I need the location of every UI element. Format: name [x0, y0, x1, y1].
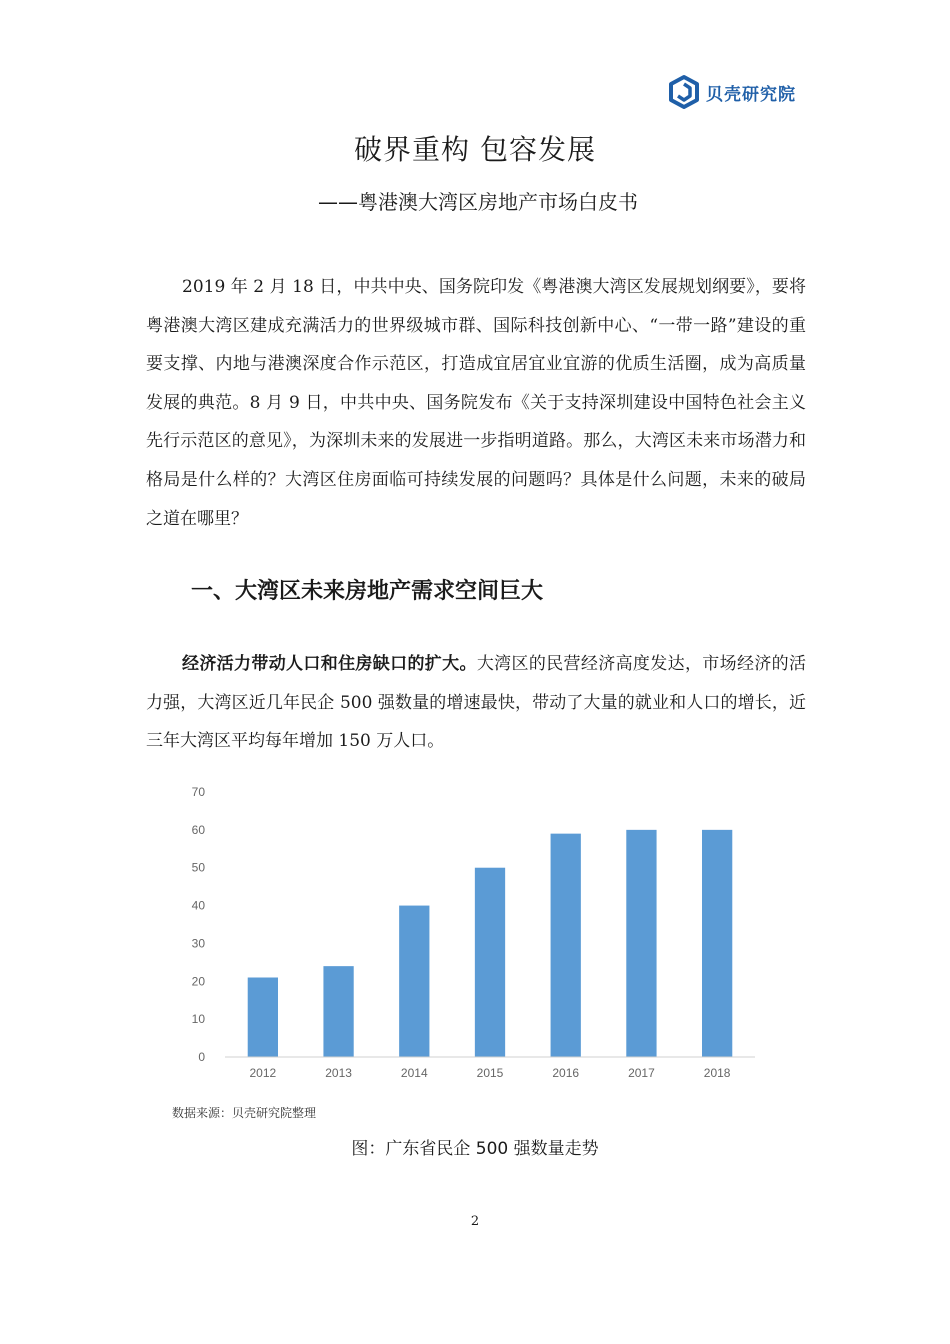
y-tick-label: 20 — [191, 974, 205, 989]
y-tick-label: 70 — [191, 785, 205, 799]
chart-caption: 图：广东省民企 500 强数量走势 — [351, 1139, 599, 1159]
section-paragraph — [146, 645, 806, 761]
x-tick-label: 2013 — [325, 1066, 352, 1080]
chart-source: 数据来源：贝壳研究院整理 — [172, 1106, 317, 1120]
bar-2018 — [702, 830, 732, 1057]
bar-chart — [150, 776, 770, 1086]
page-number: 2 — [470, 1214, 480, 1229]
document-title: 破界重构 包容发展 — [354, 133, 596, 166]
y-tick-label: 10 — [191, 1012, 205, 1027]
y-tick-label: 0 — [198, 1050, 205, 1064]
section-heading: 一、大湾区未来房地产需求空间巨大 — [191, 579, 544, 604]
bar-2016 — [551, 834, 581, 1057]
x-tick-label: 2017 — [628, 1066, 655, 1080]
y-tick-label: 40 — [191, 898, 205, 913]
y-tick-label: 50 — [191, 860, 205, 875]
paragraph-lead: 经济活力带动人口和住房缺口的扩大。 — [182, 654, 477, 674]
document-subtitle: ——粤港澳大湾区房地产市场白皮书 — [318, 190, 638, 214]
x-tick-label: 2012 — [249, 1066, 277, 1080]
y-tick-label: 30 — [191, 936, 205, 951]
x-tick-label: 2018 — [703, 1066, 731, 1080]
bar-2013 — [323, 966, 353, 1057]
y-tick-label: 60 — [191, 822, 205, 837]
bar-2017 — [626, 830, 656, 1057]
brand-logo — [666, 72, 796, 112]
x-tick-label: 2016 — [552, 1066, 580, 1080]
bar-2015 — [475, 868, 505, 1057]
intro-paragraph: 2019 年 2 月 18 日，中共中央、国务院印发《粤港澳大湾区发展规划纲要》，要将粤港澳大湾区建成充满活力的世界级城市群、国际科技创新中心、“一带一路”建设的重要支撑、内地与港澳深度合作示范区，打造成宜居宜业宜游的优质生活圈，成为高质量发展的典范。8 月 9 日，中共中央、国务院发布《关于支持深圳建设中国特色社会主义先行示范区的意见》，为深圳未来的发展进一步指明道路。那么，大湾区未来市场潜力和格局是什么样的？大湾区住房面临可持续发展的问题吗？具体是什么问题，未来的破局之道在哪里？ — [146, 277, 806, 529]
bar-2014 — [399, 906, 429, 1057]
x-tick-label: 2014 — [400, 1066, 428, 1080]
x-tick-label: 2015 — [476, 1066, 504, 1080]
bar-2012 — [248, 978, 278, 1058]
paragraph-body: 大湾区的民营经济高度发达，市场经济的活力强，大湾区近几年民企 500 强数量的增速最快，带动了大量的就业和人口的增长，近三年大湾区平均每年增加 150 万人口。 — [146, 654, 806, 752]
logo-text: 贝壳研究院 — [706, 84, 796, 105]
beike-logo-icon — [666, 74, 702, 110]
